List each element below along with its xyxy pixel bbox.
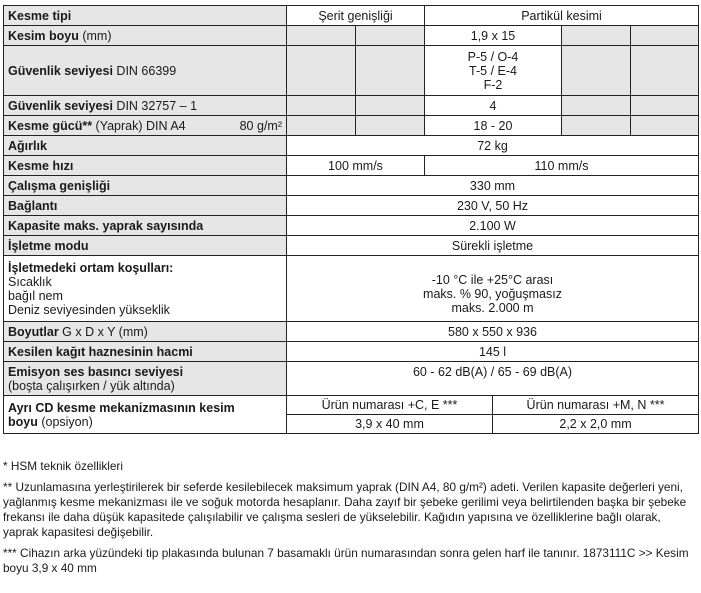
- value-cell: 1,9 x 15: [425, 26, 562, 46]
- value-cell: 3,9 x 40 mm: [287, 415, 493, 434]
- row-label: İşletmedeki ortam koşulları: Sıcaklık bağıl nem Deniz seviyesinden yükseklik: [4, 256, 287, 322]
- value-cell: 2,2 x 2,0 mm: [493, 415, 699, 434]
- header-cell: Ürün numarası +C, E ***: [287, 396, 493, 415]
- value-cell: 145 l: [287, 342, 699, 362]
- row-label: Çalışma genişliği: [4, 176, 287, 196]
- row-label: Güvenlik seviyesi DIN 32757 – 1: [4, 96, 287, 116]
- value-cell: 580 x 550 x 936: [287, 322, 699, 342]
- row-label: Bağlantı: [4, 196, 287, 216]
- value-cell: 110 mm/s: [425, 156, 699, 176]
- row-label: Ağırlık: [4, 136, 287, 156]
- table-row: [4, 196, 699, 216]
- value-cell: 100 mm/s: [287, 156, 425, 176]
- table-row: [4, 176, 699, 196]
- header-cell: Ürün numarası +M, N ***: [493, 396, 699, 415]
- value-cell: P-5 / O-4 T-5 / E-4 F-2: [425, 46, 562, 96]
- row-label: Güvenlik seviyesi DIN 66399: [4, 46, 287, 96]
- header-cell: Şerit genişliği: [287, 6, 425, 26]
- table-row: [4, 256, 699, 322]
- footnote: * HSM teknik özellikleri: [3, 459, 123, 473]
- footnote: *** Cihazın arka yüzündeki tip plakasında bulunan 7 basamaklı ürün numarasından sonra gelen harf ile tanınır. 1873111C >> Kesim boyu 3,9 x 40 mm: [3, 546, 689, 575]
- table-row: [4, 396, 699, 415]
- value-cell: 60 - 62 dB(A) / 65 - 69 dB(A): [287, 362, 699, 396]
- footnotes: [3, 459, 697, 582]
- row-label: Kesme hızı: [4, 156, 287, 176]
- value-cell: -10 °C ile +25°C arası maks. % 90, yoğuşmasız maks. 2.000 m: [287, 256, 699, 322]
- row-label: Kesilen kağıt haznesinin hacmi: [4, 342, 287, 362]
- value-cell: 230 V, 50 Hz: [287, 196, 699, 216]
- value-cell: 4: [425, 96, 562, 116]
- row-label: Emisyon ses basıncı seviyesi (boşta çalışırken / yük altında): [4, 362, 287, 396]
- table-row: [4, 236, 699, 256]
- footnote: ** Uzunlamasına yerleştirilerek bir seferde kesilebilecek maksimum yaprak (DIN A4, 80 g/m²) adeti. Verilen kapasite değerleri yeni, yağlanmış kesme mekanizması ile ve soğuk motorda hesaplanır. Daha zayıf bir şebeke gerilimi veya belirtilenden başka bir şebeke frekansı ile daha düşük kapasitede çalışılabilir ve çalışma sesleri de yükselebilir. Kağıdın yapısına ve özelliklerine bağlı olarak, yaprak kapasitesi değişebilir.: [3, 480, 687, 539]
- row-label: Boyutlar G x D x Y (mm): [4, 322, 287, 342]
- table-row: [4, 46, 699, 96]
- table-row: [4, 216, 699, 236]
- value-cell: Sürekli işletme: [287, 236, 699, 256]
- value-cell: 330 mm: [287, 176, 699, 196]
- row-label: Kesim boyu (mm): [4, 26, 287, 46]
- table-row: [4, 322, 699, 342]
- table-row: [4, 156, 699, 176]
- table-row: [4, 342, 699, 362]
- table-row: [4, 136, 699, 156]
- row-label: Kapasite maks. yaprak sayısında: [4, 216, 287, 236]
- table-row: [4, 26, 699, 46]
- row-label: Ayrı CD kesme mekanizmasının kesim boyu (opsiyon): [4, 396, 287, 434]
- row-label: Kesme tipi: [4, 6, 287, 26]
- table-row: [4, 96, 699, 116]
- table-row: [4, 6, 699, 26]
- value-cell: 72 kg: [287, 136, 699, 156]
- table-row: [4, 116, 699, 136]
- table-row: [4, 362, 699, 396]
- header-cell: Partikül kesimi: [425, 6, 699, 26]
- row-label: Kesme gücü** (Yaprak) DIN A4 80 g/m²: [4, 116, 287, 136]
- value-cell: 18 - 20: [425, 116, 562, 136]
- row-label: İşletme modu: [4, 236, 287, 256]
- spec-table: [3, 5, 699, 434]
- value-cell: 2.100 W: [287, 216, 699, 236]
